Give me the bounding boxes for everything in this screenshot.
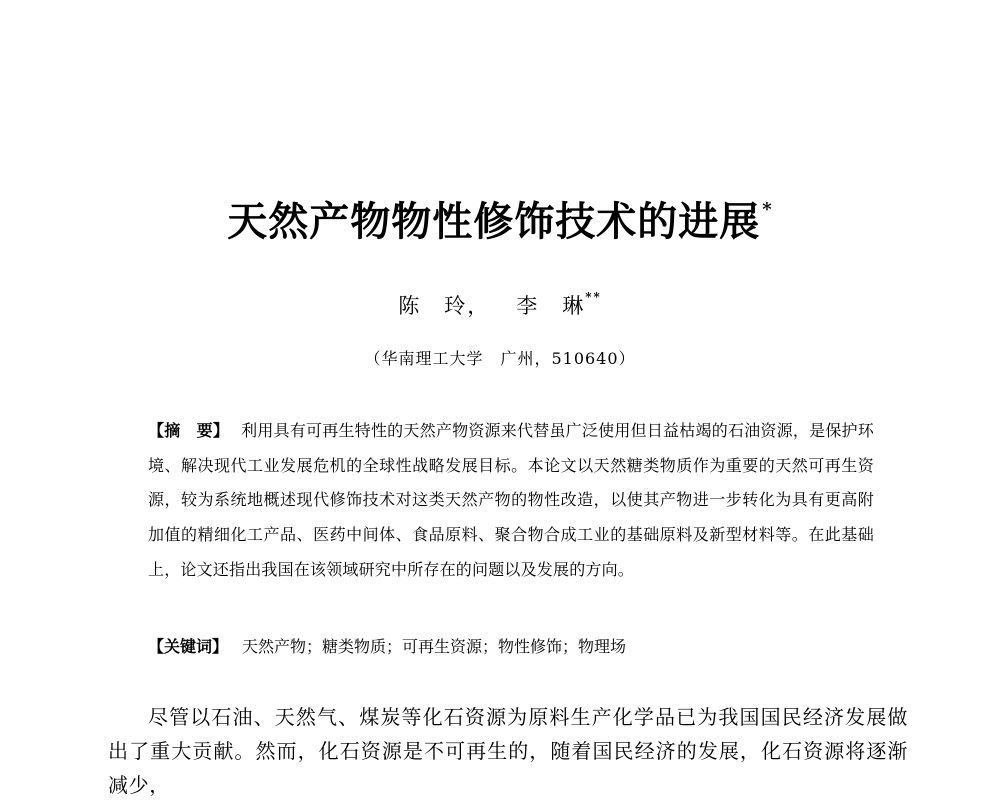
- paper-title: [0, 190, 1000, 247]
- title-footnote-mark: *: [762, 198, 773, 220]
- corresponding-author-mark: **: [585, 290, 602, 304]
- keywords-text: 天然产物；糖类物质；可再生资源；物性修饰；物理场: [242, 637, 627, 656]
- author-line: [0, 290, 1000, 320]
- abstract-text: 利用具有可再生特性的天然产物资源来代替虽广泛使用但日益枯竭的石油资源，是保护环境、解决现代工业发展危机的全球性战略发展目标。本论文以天然糖类物质作为重要的天然可再生资源，较为系统地概述现代修饰技术对这类天然产物的物性改造，以使其产物进一步转化为具有更高附加值的精细化工产品、医药中间体、食品原料、聚合物合成工业的基础原料及新型材料等。在此基础上，论文还指出我国在该领域研究中所存在的问题以及发展的方向。: [148, 421, 874, 579]
- keywords-label: 【关键词】: [148, 637, 229, 656]
- body-paragraph: 尽管以石油、天然气、煤炭等化石资源为原料生产化学品已为我国国民经济发展做出了重大贡献。然而，化石资源是不可再生的，随着国民经济的发展，化石资源将逐渐减少，: [108, 705, 908, 797]
- keywords-block: [148, 630, 874, 664]
- abstract-block: [148, 414, 874, 588]
- affiliation: （华南理工大学 广州，510640）: [364, 349, 636, 368]
- author-separator: ，: [467, 294, 491, 318]
- abstract-label: 【摘 要】: [148, 421, 230, 440]
- author-name: 陈 玲: [398, 294, 468, 318]
- author-name: 李 琳: [516, 294, 586, 318]
- title-text: 天然产物物性修饰技术的进展: [227, 198, 761, 245]
